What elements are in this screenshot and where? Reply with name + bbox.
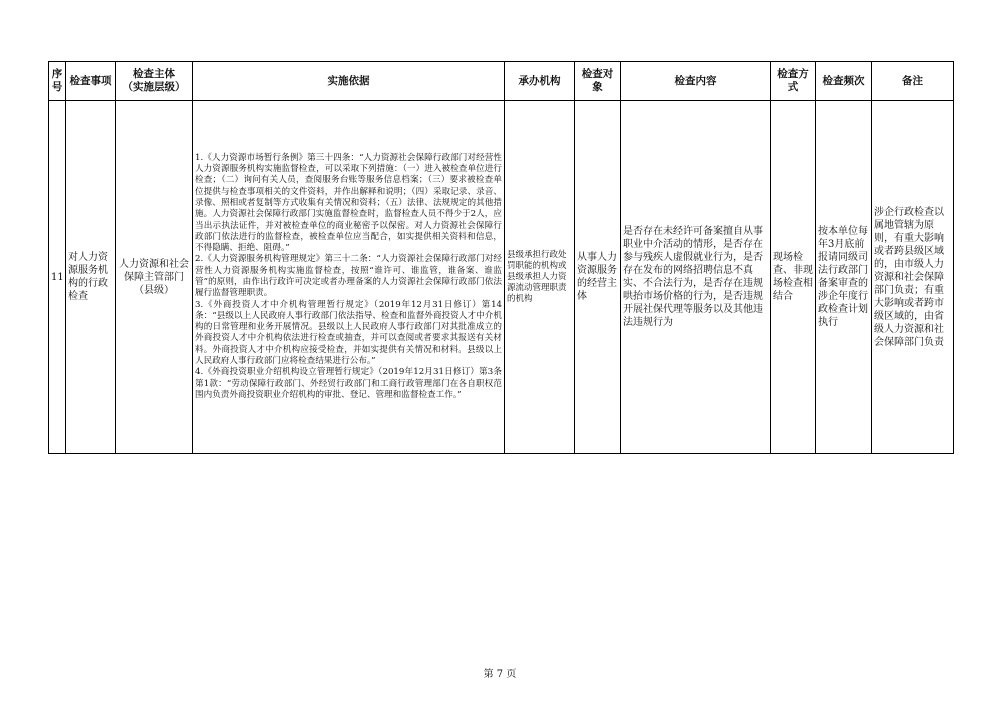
row-frequency: 按本单位每年3月底前报请同级司法行政部门备案审查的涉企年度行政检查计划执行 [816, 101, 872, 454]
header-row [49, 62, 954, 101]
row-remark: 涉企行政检查以属地管辖为原则，有重大影响或者跨县级区域的，由市级人力资源和社会保障部门负责；有重大影响或者跨市级区域的，由省级人力资源和社会保障部门负责 [872, 101, 954, 454]
header-item: 检查事项 [66, 62, 116, 101]
row-target: 从事人力资源服务的经营主体 [575, 101, 621, 454]
basis-clause-2: 2.《人力资源服务机构管理规定》第三十二条：“人力资源社会保障行政部门对经营性人力资源服务机构实施监督检查，按照“谁许可、谁监管，谁备案、谁监管”的原则，由作出行政许可决定或者办理备案的人力资源社会保障行政部门依法履行监督管理职责。 [195, 254, 502, 299]
header-number: 序号 [49, 62, 66, 101]
row-agency: 县级承担行政处罚职能的机构或县级承担人力资源流动管理职责的机构 [505, 101, 575, 454]
basis-clause-1: 1.《人力资源市场暂行条例》第三十四条：“人力资源社会保障行政部门对经营性人力资源服务机构实施监督检查，可以采取下列措施：（一）进入被检查单位进行检查；（二）询问有关人员，查阅服务台账等服务信息档案；（三）要求被检查单位提供与检查事项相关的文件资料，并作出解释和说明；（四）采取记录、录音、录像、照相或者复制等方式收集有关情况和资料；（五）法律、法规规定的其他措施。人力资源社会保障行政部门实施监督检查时，监督检查人员不得少于2人，应当出示执法证件，并对被检查单位的商业秘密予以保密。对人力资源社会保障行政部门依法进行的监督检查，被检查单位应当配合，如实提供相关资料和信息，不得隐瞒、拒绝、阻碍。” [195, 152, 502, 254]
row-content: 是否存在未经许可备案擅自从事职业中介活动的情形，是否存在参与残疾人虚假就业行为，是否存在发布的网络招聘信息不真实、不合法行为，是否存在违规哄抬市场价格的行为，是否违规开展社保代理等服务以及其他违法违规行为 [621, 101, 771, 454]
header-frequency: 检查频次 [816, 62, 872, 101]
row-item: 对人力资源服务机构的行政检查 [66, 101, 116, 454]
inspection-table [48, 61, 954, 454]
table-row [49, 101, 954, 454]
header-basis: 实施依据 [193, 62, 505, 101]
header-remark: 备注 [872, 62, 954, 101]
basis-clause-3: 3.《外商投资人才中介机构管理暂行规定》（2019年12月31日修订）第14条：“县级以上人民政府人事行政部门依法指导、检查和监督外商投资人才中介机构的日常管理和业务开展情况。县级以上人民政府人事行政部门对其批准成立的外商投资人才中介机构依法进行检查或抽查，并可以查阅或者要求其报送有关材料。外商投资人才中介机构应接受检查，并如实提供有关情况和材料。县级以上人民政府人事行政部门应将检查结果进行公布。” [195, 299, 502, 367]
header-content: 检查内容 [621, 62, 771, 101]
row-method: 现场检查、非现场检查相结合 [771, 101, 816, 454]
row-number: 11 [49, 101, 66, 454]
row-subject: 人力资源和社会保障主管部门 （县级） [116, 101, 193, 454]
header-target: 检查对象 [575, 62, 621, 101]
header-agency: 承办机构 [505, 62, 575, 101]
header-subject: 检查主体 （实施层级） [116, 62, 193, 101]
page-number: 第 7 页 [483, 669, 517, 680]
basis-clause-4: 4.《外商投资职业介绍机构设立管理暂行规定》（2019年12月31日修订）第3条第1款：“劳动保障行政部门、外经贸行政部门和工商行政管理部门在各自职权范围内负责外商投资职业介绍机构的审批、登记、管理和监督检查工作。” [195, 367, 502, 400]
header-method: 检查方式 [771, 62, 816, 101]
row-basis [193, 101, 505, 454]
